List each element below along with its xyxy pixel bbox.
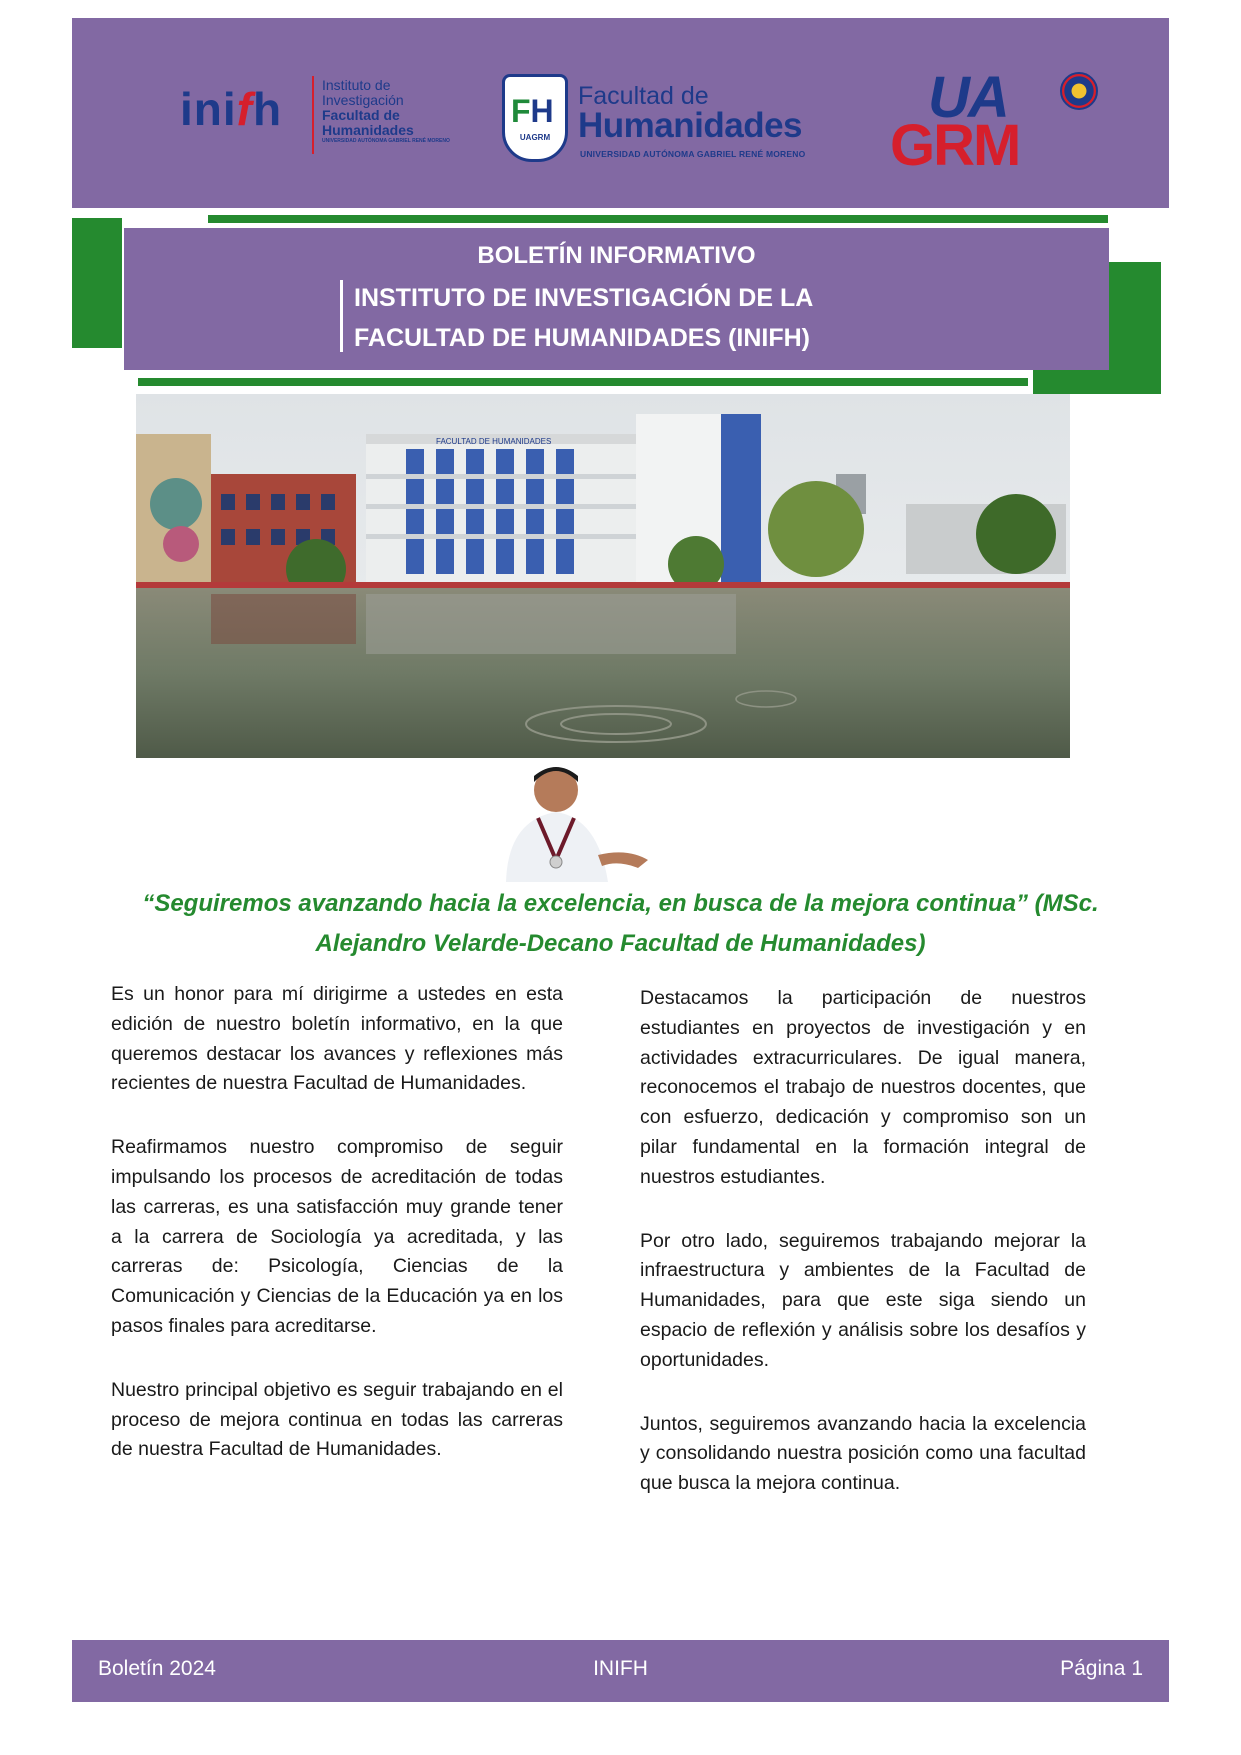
title-divider bbox=[340, 280, 343, 352]
footer-institute: INIFH bbox=[593, 1657, 648, 1680]
bulletin-subtitle-line1: INSTITUTO DE INVESTIGACIÓN DE LA bbox=[354, 284, 814, 312]
fh-logo-title3: UNIVERSIDAD AUTÓNOMA GABRIEL RENÉ MORENO bbox=[580, 149, 806, 159]
dean-portrait bbox=[498, 760, 658, 882]
uagrm-logo: UA GRM bbox=[890, 64, 1120, 184]
green-accent-top bbox=[208, 215, 1108, 223]
green-accent-bottom bbox=[138, 378, 1028, 386]
bulletin-title-box bbox=[124, 228, 1109, 370]
page-footer bbox=[72, 1640, 1169, 1702]
footer-page-number: Página 1 bbox=[1060, 1657, 1143, 1680]
paragraph: Es un honor para mí dirigirme a ustedes en esta edición de nuestro boletín informativo, en la que queremos destacar los avances y reflexiones más recientes de nuestra Facultad de Humanidades. bbox=[111, 983, 563, 1095]
inifh-logo bbox=[180, 76, 450, 156]
inifh-wordmark: inifh bbox=[180, 83, 283, 135]
fh-logo bbox=[502, 74, 832, 164]
inifh-divider bbox=[312, 76, 314, 154]
paragraph: Por otro lado, seguiremos trabajando mejorar la infraestructura y ambientes de la Facultad de Humanidades, para que este siga siendo un espacio de reflexión y análisis sobre los desafíos y oportunidades. bbox=[640, 1229, 1086, 1371]
paragraph: Reafirmamos nuestro compromiso de seguir impulsando los procesos de acreditación de todas las carreras, es una satisfacción muy grande tener a la carrera de Sociología ya acreditada, y las carreras de: Psicología, Ciencias de la Comunicación y Ciencias de la Educación ya en los pasos finales para acreditarse. bbox=[111, 1136, 563, 1337]
paragraph: Destacamos la participación de nuestros estudiantes en proyectos de investigación y en actividades extracurriculares. De igual manera, reconocemos el trabajo de nuestros docentes, que con esfuerzo, dedicación y compromiso son un pilar fundamental en la formación integral de nuestros estudiantes. bbox=[640, 987, 1086, 1188]
uagrm-seal-icon bbox=[1060, 72, 1098, 110]
footer-edition: Boletín 2024 bbox=[98, 1657, 216, 1680]
paragraph: Juntos, seguiremos avanzando hacia la excelencia y consolidando nuestra posición como una facultad que busca la mejora continua. bbox=[640, 1412, 1086, 1495]
bulletin-title: BOLETÍN INFORMATIVO bbox=[477, 242, 756, 269]
building-sign: FACULTAD DE HUMANIDADES bbox=[436, 437, 552, 446]
inifh-logo-text: Instituto de Investigación Facultad de Humanidades UNIVERSIDAD AUTÓNOMA GABRIEL RENÉ MORENO bbox=[322, 77, 450, 144]
right-column bbox=[640, 984, 1086, 1533]
green-accent-left bbox=[72, 218, 122, 348]
bulletin-subtitle-line2: FACULTAD DE HUMANIDADES (INIFH) bbox=[354, 324, 810, 352]
fh-shield-icon: FH UAGRM bbox=[502, 74, 568, 162]
campus-photo bbox=[136, 394, 1070, 758]
paragraph: Nuestro principal objetivo es seguir trabajando en el proceso de mejora continua en todas las carreras de nuestra Facultad de Humanidades. bbox=[111, 1378, 563, 1461]
fh-logo-title1: Facultad de bbox=[578, 82, 709, 110]
left-column bbox=[111, 980, 563, 1499]
dean-quote: “Seguiremos avanzando hacia la excelencia, en busca de la mejora continua” (MSc. Alejandro Velarde-Decano Facultad de Humanidades) bbox=[142, 890, 1099, 957]
fh-logo-title2: Humanidades bbox=[578, 106, 802, 145]
header-band bbox=[72, 18, 1169, 208]
